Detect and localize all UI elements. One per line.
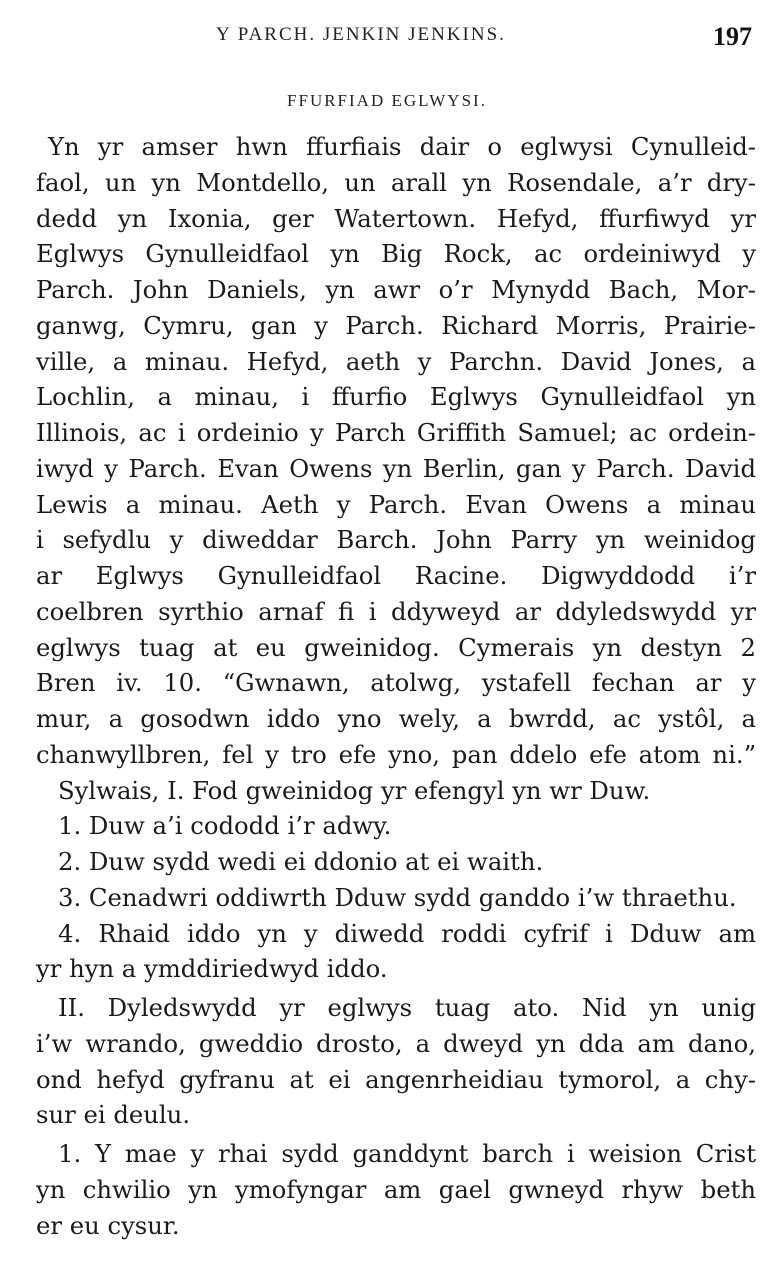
text-line: ganwg, Cymru, gan y Parch. Richard Morris, Prairie-	[36, 310, 756, 340]
text-line: ond hefyd gyfranu at ei angenrheidiau tymorol, a chy-	[36, 1064, 756, 1094]
text-line: Bren iv. 10. “Gwnawn, atolwg, ystafell fechan ar y	[36, 668, 756, 698]
text-line: Parch. John Daniels, yn awr o’r Mynydd Bach, Mor-	[36, 275, 756, 304]
text-line: Lochlin, a minau, i ffurfio Eglwys Gynulleidfaol yn	[36, 382, 756, 412]
running-head	[0, 24, 774, 54]
running-title: Y PARCH. JENKIN JENKINS.	[216, 24, 506, 45]
text-line: sur ei deulu.	[36, 1100, 191, 1130]
page-number: 197	[713, 22, 752, 51]
text-line: ar Eglwys Gynulleidfaol Racine. Digwyddodd i’r	[36, 561, 756, 590]
text-line: ville, a minau. Hefyd, aeth y Parchn. David Jones, a	[36, 346, 756, 376]
text-line: faol, un yn Montdello, un arall yn Rosendale, a’r dry-	[36, 167, 756, 197]
text-line: yr hyn a ymddiriedwyd iddo.	[36, 954, 388, 984]
list-item: 1. Duw a’i cododd i’r adwy.	[58, 811, 392, 841]
text-line: er eu cysur.	[36, 1210, 180, 1240]
list-item: 1. Y mae y rhai sydd ganddynt barch i weision Crist	[58, 1139, 756, 1168]
list-item: 4. Rhaid iddo yn y diwedd roddi cyfrif i Dduw am	[58, 918, 756, 948]
section-heading: FFURFIAD EGLWYSI.	[287, 91, 487, 110]
text-line: i’w wrando, gweddio drosto, a dweyd yn dda am dano,	[36, 1028, 756, 1058]
text-line: i sefydlu y diweddar Barch. John Parry yn weinidog	[36, 525, 756, 555]
text-line: Illinois, ac i ordeinio y Parch Griffith Samuel; ac ordein-	[36, 418, 756, 447]
text-line: II. Dyledswydd yr eglwys tuag ato. Nid yn unig	[58, 993, 756, 1022]
list-item: 3. Cenadwri oddiwrth Dduw sydd ganddo i’w thraethu.	[58, 882, 737, 912]
text-line: Eglwys Gynulleidfaol yn Big Rock, ac ordeiniwyd y	[36, 239, 756, 269]
text-line: dedd yn Ixonia, ger Watertown. Hefyd, ffurfiwyd yr	[36, 203, 756, 233]
text-line: Sylwais, I. Fod gweinidog yr efengyl yn wr Duw.	[58, 775, 651, 805]
body-text	[36, 129, 756, 1243]
text-line: iwyd y Parch. Evan Owens yn Berlin, gan y Parch. David	[36, 453, 756, 483]
list-item: 2. Duw sydd wedi ei ddonio at ei waith.	[58, 847, 544, 876]
text-line: Yn yr amser hwn ffurfiais dair o eglwysi Cynulleid-	[48, 132, 756, 161]
text-line: yn chwilio yn ymofyngar am gael gwneyd rhyw beth	[36, 1174, 756, 1204]
text-line: coelbren syrthio arnaf fi i ddyweyd ar ddyledswydd yr	[36, 596, 756, 626]
text-line: mur, a gosodwn iddo yno wely, a bwrdd, ac ystôl, a	[36, 704, 756, 733]
text-line: eglwys tuag at eu gweinidog. Cymerais yn destyn 2	[36, 632, 756, 662]
text-line: chanwyllbren, fel y tro efe yno, pan ddelo efe atom ni.”	[36, 739, 756, 769]
text-line: Lewis a minau. Aeth y Parch. Evan Owens a minau	[36, 489, 756, 519]
